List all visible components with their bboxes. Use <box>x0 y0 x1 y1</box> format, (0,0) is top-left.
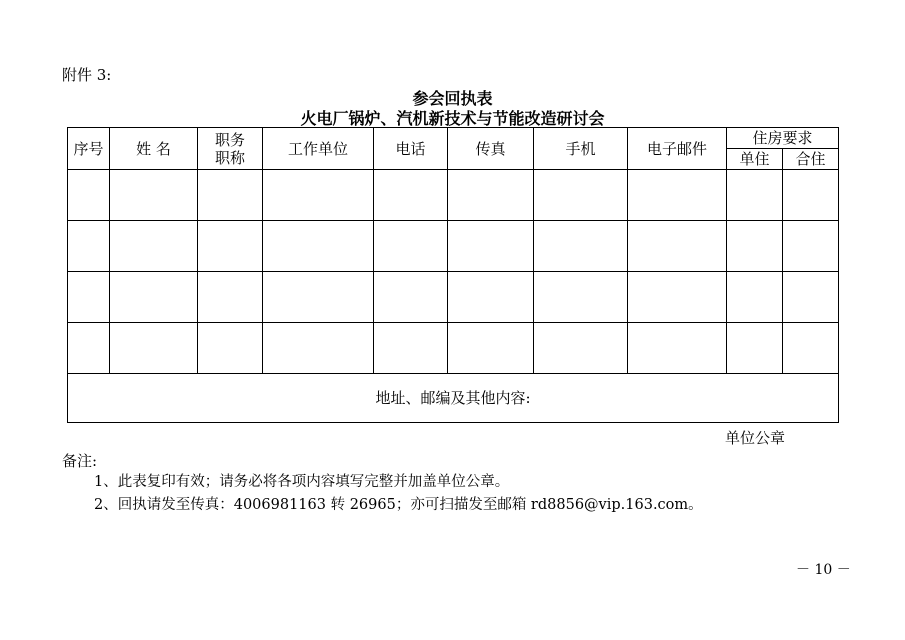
cell-email[interactable] <box>628 221 727 272</box>
cell-position[interactable] <box>198 323 263 374</box>
header-seq: 序号 <box>68 128 110 170</box>
header-single-room: 单住 <box>727 149 783 170</box>
cell-seq[interactable] <box>68 323 110 374</box>
cell-mobile[interactable] <box>534 221 628 272</box>
cell-email[interactable] <box>628 272 727 323</box>
registration-table <box>67 127 839 423</box>
cell-name[interactable] <box>110 170 198 221</box>
cell-seq[interactable] <box>68 221 110 272</box>
cell-unit[interactable] <box>263 272 374 323</box>
header-phone: 电话 <box>374 128 448 170</box>
cell-seq[interactable] <box>68 272 110 323</box>
cell-phone[interactable] <box>374 221 448 272</box>
cell-name[interactable] <box>110 221 198 272</box>
cell-name[interactable] <box>110 323 198 374</box>
header-housing: 住房要求 <box>727 128 839 149</box>
remarks-label: 备注: <box>62 452 98 470</box>
table-row <box>68 323 839 374</box>
note-item: 2、回执请发至传真：4006981163 转 26965；亦可扫描发至邮箱 rd8856@vip.163.com。 <box>94 497 703 513</box>
header-name: 姓 名 <box>110 128 198 170</box>
cell-single[interactable] <box>727 323 783 374</box>
cell-email[interactable] <box>628 323 727 374</box>
cell-name[interactable] <box>110 272 198 323</box>
meeting-title: 火电厂锅炉、汽机新技术与节能改造研讨会 <box>300 109 605 128</box>
form-title: 参会回执表 <box>412 89 493 108</box>
address-field[interactable] <box>68 374 839 423</box>
cell-mobile[interactable] <box>534 323 628 374</box>
table-row <box>68 221 839 272</box>
cell-fax[interactable] <box>448 221 534 272</box>
header-row <box>68 128 839 149</box>
header-position-line2: 职称 <box>214 148 245 167</box>
cell-fax[interactable] <box>448 272 534 323</box>
cell-email[interactable] <box>628 170 727 221</box>
cell-position[interactable] <box>198 272 263 323</box>
cell-phone[interactable] <box>374 170 448 221</box>
header-position-line1: 职务 <box>214 130 245 149</box>
header-unit: 工作单位 <box>263 128 374 170</box>
cell-phone[interactable] <box>374 323 448 374</box>
cell-shared[interactable] <box>783 221 839 272</box>
header-email: 电子邮件 <box>628 128 727 170</box>
table-row <box>68 170 839 221</box>
header-fax: 传真 <box>448 128 534 170</box>
cell-unit[interactable] <box>263 170 374 221</box>
cell-shared[interactable] <box>783 170 839 221</box>
cell-phone[interactable] <box>374 272 448 323</box>
header-mobile: 手机 <box>534 128 628 170</box>
address-row <box>68 374 839 423</box>
header-shared-room: 合住 <box>783 149 839 170</box>
cell-unit[interactable] <box>263 221 374 272</box>
cell-seq[interactable] <box>68 170 110 221</box>
cell-shared[interactable] <box>783 272 839 323</box>
cell-position[interactable] <box>198 221 263 272</box>
cell-position[interactable] <box>198 170 263 221</box>
cell-single[interactable] <box>727 272 783 323</box>
cell-shared[interactable] <box>783 323 839 374</box>
cell-mobile[interactable] <box>534 272 628 323</box>
cell-fax[interactable] <box>448 170 534 221</box>
table-row <box>68 272 839 323</box>
page-number: － 10 － <box>796 562 851 578</box>
cell-unit[interactable] <box>263 323 374 374</box>
unit-seal-label: 单位公章 <box>725 429 786 447</box>
cell-single[interactable] <box>727 221 783 272</box>
header-position <box>198 128 263 170</box>
attachment-label: 附件 3: <box>62 66 112 84</box>
address-label: 地址、邮编及其他内容: <box>375 389 531 407</box>
note-item: 1、此表复印有效；请务必将各项内容填写完整并加盖单位公章。 <box>94 474 510 490</box>
cell-single[interactable] <box>727 170 783 221</box>
cell-fax[interactable] <box>448 323 534 374</box>
cell-mobile[interactable] <box>534 170 628 221</box>
